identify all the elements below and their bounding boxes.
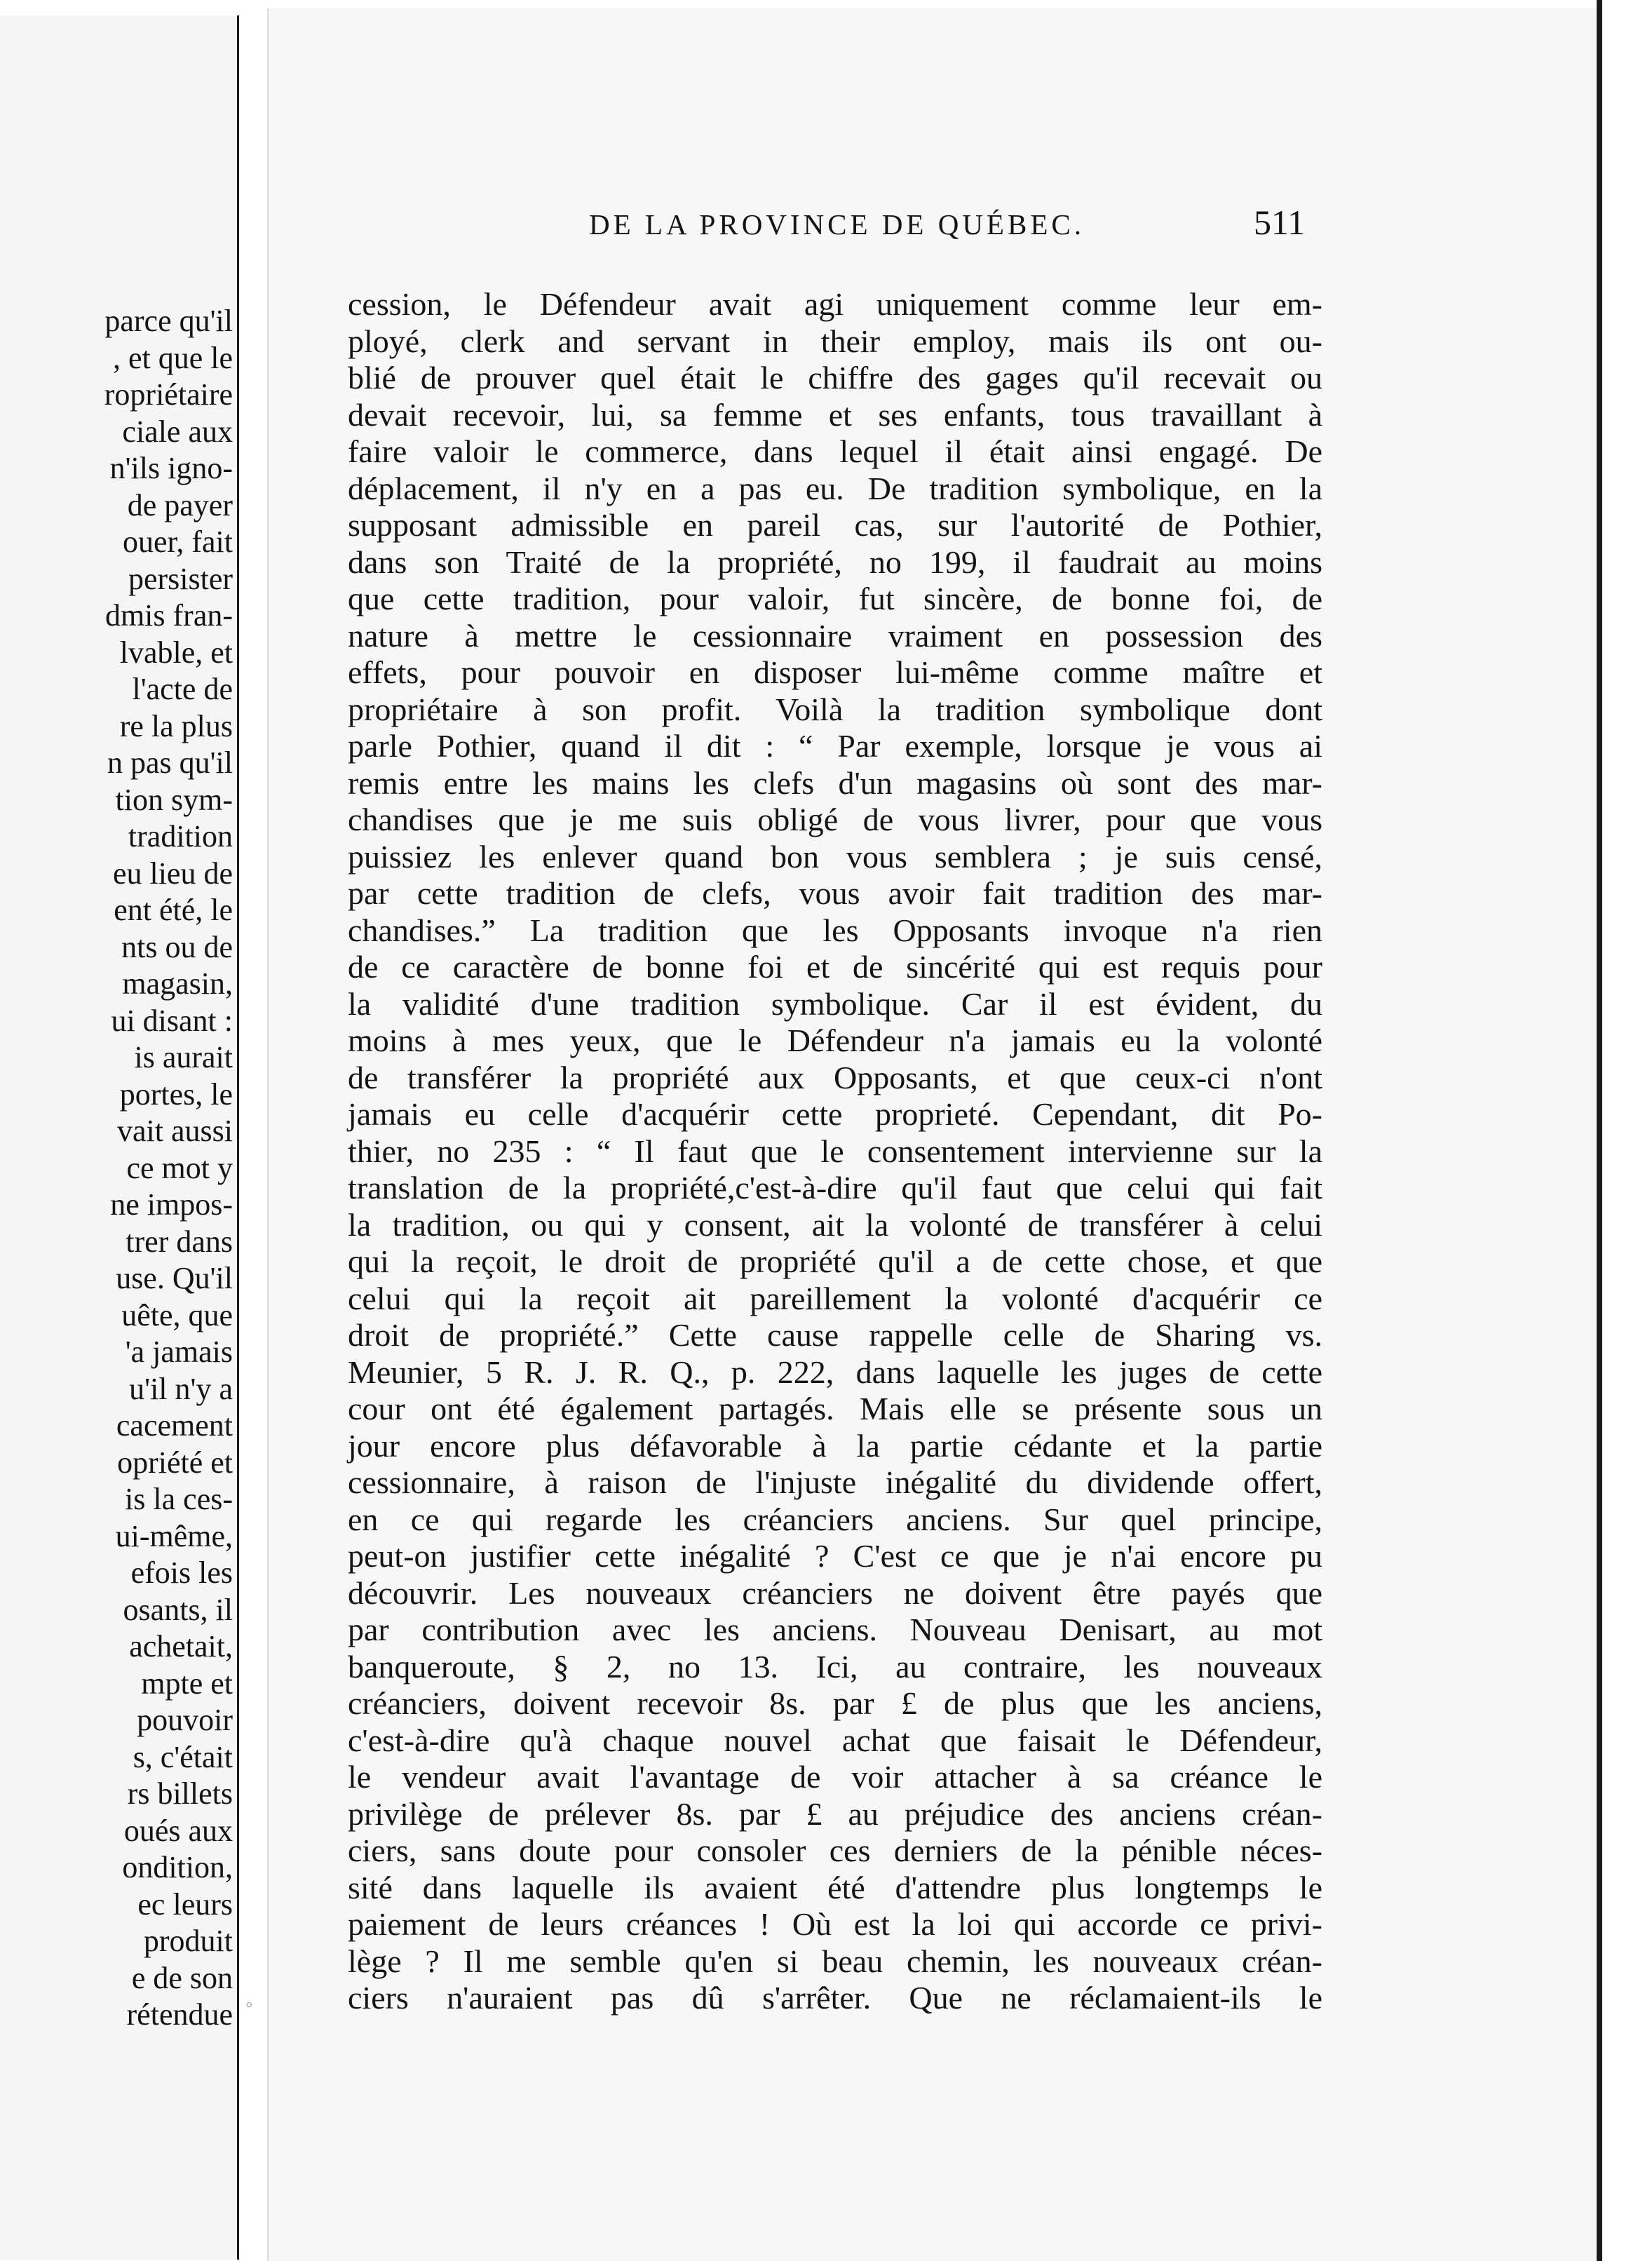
left-page-line: pouvoir (137, 1703, 233, 1737)
left-page-line: 'a jamais (125, 1335, 233, 1369)
left-page-line: nts ou de (121, 929, 233, 964)
left-page-line: vait aussi (117, 1114, 233, 1148)
left-page-line: produit (143, 1924, 233, 1958)
left-page-line: u'il n'y a (129, 1371, 233, 1406)
left-page-text (1, 303, 233, 2034)
running-head: DE LA PROVINCE DE QUÉBEC. (589, 208, 1085, 241)
left-page-line: mpte et (141, 1666, 233, 1701)
left-page-line: parce qu'il (104, 304, 233, 338)
page-gutter (239, 0, 267, 2261)
body-line: translation de la propriété,c'est-à-dire qu'il faut que celui qui fait (348, 1170, 1322, 1206)
left-page-line: persister (128, 561, 233, 596)
left-page-line: dmis fran- (104, 598, 233, 633)
left-page-line: s, c'était (133, 1739, 233, 1774)
body-line: puissiez les enlever quand bon vous semblera ; je suis censé, (348, 838, 1322, 875)
body-line: la tradition, ou qui y consent, ait la volonté de transférer à celui (348, 1206, 1322, 1243)
left-page-line: ui-même, (115, 1518, 233, 1553)
body-line: blié de prouver quel était le chiffre des gages qu'il recevait ou (348, 360, 1322, 396)
body-line: privilège de prélever 8s. par £ au préjudice des anciens créan- (348, 1795, 1322, 1832)
left-page-line: ropriétaire (104, 377, 233, 412)
body-line: chandises que je me suis obligé de vous livrer, pour que vous (348, 802, 1322, 837)
body-line: qui la reçoit, le droit de propriété qu'il a de cette chose, et que (348, 1243, 1322, 1279)
body-line: moins à mes yeux, que le Défendeur n'a jamais eu la volonté (348, 1022, 1322, 1058)
body-line: créanciers, doivent recevoir 8s. par £ de plus que les anciens, (348, 1685, 1322, 1721)
body-line: cession, le Défendeur avait agi uniquement comme leur em- (348, 286, 1322, 322)
body-line: jour encore plus défavorable à la partie cédante et la partie (348, 1427, 1322, 1464)
left-page-line: oués aux (123, 1813, 233, 1848)
body-line: ciers, sans doute pour consoler ces derniers de la pénible néces- (348, 1833, 1322, 1868)
body-line: nature à mettre le cessionnaire vraiment en possession des (348, 617, 1322, 654)
body-line: Meunier, 5 R. J. R. Q., p. 222, dans laquelle les juges de cette (348, 1354, 1322, 1390)
left-page-line: rétendue (126, 1997, 233, 2032)
body-line: c'est-à-dire qu'à chaque nouvel achat que faisait le Défendeur, (348, 1722, 1322, 1758)
body-line: devait recevoir, lui, sa femme et ses enfants, tous travaillant à (348, 396, 1322, 433)
body-line: déplacement, il n'y en a pas eu. De tradition symbolique, en la (348, 470, 1322, 506)
body-line: dans son Traité de la propriété, no 199, il faudrait au moins (348, 544, 1322, 580)
left-page-line: is aurait (134, 1040, 233, 1074)
body-line: jamais eu celle d'acquérir cette proprieté. Cependant, dit Po- (348, 1096, 1322, 1132)
body-line: par contribution avec les anciens. Nouveau Denisart, au mot (348, 1612, 1322, 1647)
body-line: remis entre les mains les clefs d'un magasins où sont des mar- (348, 764, 1322, 801)
left-page-line: rs billets (127, 1776, 233, 1811)
left-page-line: trer dans (126, 1224, 233, 1259)
left-page-fragment (0, 15, 239, 2260)
body-line: celui qui la reçoit ait pareillement la volonté d'acquérir ce (348, 1280, 1322, 1316)
left-page-line: tradition (128, 819, 233, 853)
left-page-line: ui disant : (111, 1003, 233, 1038)
body-line: cessionnaire, à raison de l'injuste inégalité du dividende offert, (348, 1464, 1322, 1500)
body-line: peut-on justifier cette inégalité ? C'est ce que je n'ai encore pu (348, 1538, 1322, 1574)
body-line: faire valoir le commerce, dans lequel il était ainsi engagé. De (348, 433, 1322, 469)
left-page-line: is la ces- (125, 1482, 233, 1516)
body-line: thier, no 235 : “ Il faut que le consentement intervienne sur la (348, 1133, 1322, 1169)
left-page-line: re la plus (119, 708, 233, 743)
left-page-line: osants, il (123, 1592, 233, 1627)
left-page-line: efois les (130, 1555, 233, 1590)
left-page-line: uête, que (121, 1297, 233, 1332)
left-page-line: eu lieu de (112, 856, 233, 891)
margin-mark: ◦ (245, 1993, 253, 2016)
left-page-line: achetait, (129, 1629, 233, 1663)
body-line: découvrir. Les nouveaux créanciers ne doivent être payés que (348, 1574, 1322, 1611)
body-line: de transférer la propriété aux Opposants, et que ceux-ci n'ont (348, 1059, 1322, 1095)
body-line: propriétaire à son profit. Voilà la tradition symbolique dont (348, 691, 1322, 727)
left-page-line: ce mot y (126, 1150, 233, 1185)
body-line: par cette tradition de clefs, vous avoir fait tradition des mar- (348, 875, 1322, 911)
page-edge (1597, 0, 1652, 2261)
left-page-line: cacement (116, 1408, 233, 1443)
body-text (348, 286, 1322, 2017)
body-line: que cette tradition, pour valoir, fut sincère, de bonne foi, de (348, 581, 1322, 616)
body-line: banqueroute, § 2, no 13. Ici, au contraire, les nouveaux (348, 1648, 1322, 1685)
left-page-line: portes, le (119, 1076, 233, 1112)
body-line: cour ont été également partagés. Mais elle se présente sous un (348, 1391, 1322, 1426)
left-page-line: l'acte de (132, 672, 233, 706)
page-number: 511 (1254, 203, 1306, 242)
left-page-line: e de son (131, 1960, 233, 1995)
body-line: en ce qui regarde les créanciers anciens. Sur quel principe, (348, 1501, 1322, 1537)
left-page-line: tion sym- (115, 782, 233, 817)
left-page-line: ec leurs (137, 1887, 233, 1922)
left-page-line: lvable, et (119, 635, 233, 670)
left-page-line: ciale aux (122, 414, 233, 449)
body-line: droit de propriété.” Cette cause rappelle celle de Sharing vs. (348, 1317, 1322, 1353)
left-page-line: de payer (127, 487, 233, 522)
body-line: parle Pothier, quand il dit : “ Par exemple, lorsque je vous ai (348, 728, 1322, 764)
body-line: la validité d'une tradition symbolique. Car il est évident, du (348, 985, 1322, 1022)
left-page-line: ondition, (122, 1850, 233, 1884)
left-page-line: use. Qu'il (116, 1261, 233, 1295)
body-line: de ce caractère de bonne foi et de sincérité qui est requis pour (348, 949, 1322, 985)
left-page-line: ne impos- (110, 1187, 233, 1222)
body-line: le vendeur avait l'avantage de voir attacher à sa créance le (348, 1759, 1322, 1795)
left-page-line: opriété et (117, 1445, 233, 1480)
body-line: ployé, clerk and servant in their employ, mais ils ont ou- (348, 323, 1322, 359)
body-line: lège ? Il me semble qu'en si beau chemin, les nouveaux créan- (348, 1943, 1322, 1979)
left-page-line: ouer, fait (122, 525, 233, 559)
body-line: effets, pour pouvoir en disposer lui-même comme maître et (348, 654, 1322, 690)
body-line: supposant admissible en pareil cas, sur l'autorité de Pothier, (348, 507, 1322, 543)
body-line: ciers n'auraient pas dû s'arrêter. Que ne réclamaient-ils le (348, 1980, 1322, 2016)
left-page-line: ent été, le (114, 893, 233, 927)
left-page-line: n pas qu'il (107, 745, 233, 780)
body-line: chandises.” La tradition que les Opposants invoque n'a rien (348, 912, 1322, 948)
left-page-line: magasin, (122, 966, 233, 1001)
body-line: sité dans laquelle ils avaient été d'attendre plus longtemps le (348, 1869, 1322, 1905)
left-page-line: n'ils igno- (109, 451, 233, 485)
body-line: paiement de leurs créances ! Où est la loi qui accorde ce privi- (348, 1906, 1322, 1942)
left-page-line: , et que le (112, 340, 233, 375)
